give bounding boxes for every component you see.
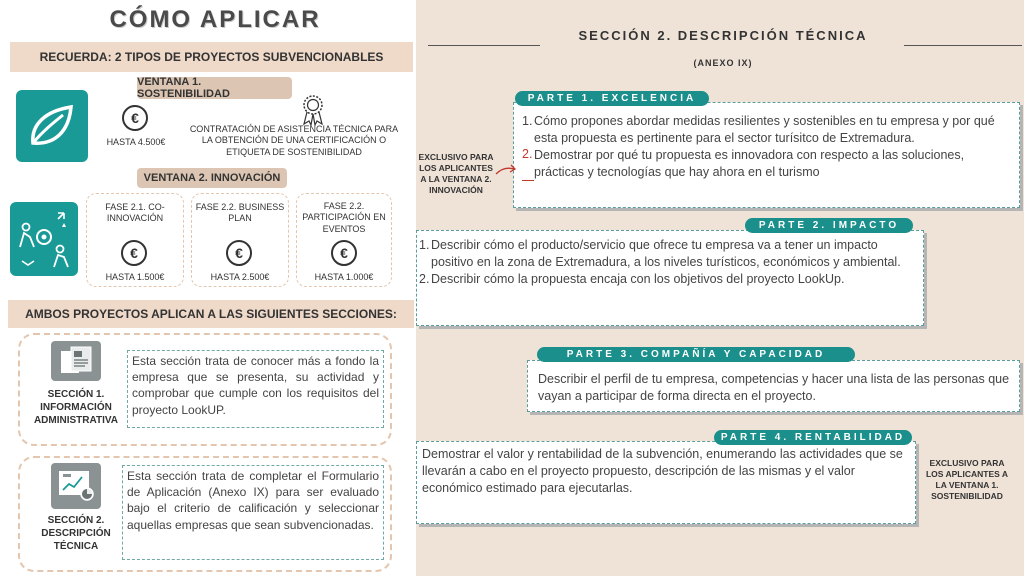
- page-title: CÓMO APLICAR: [109, 6, 321, 33]
- part1-card: [513, 102, 1020, 208]
- window2-title: VENTANA 2. INNOVACIÓN: [137, 168, 287, 188]
- section2-title: SECCIÓN 2. DESCRIPCIÓN TÉCNICA: [578, 28, 868, 43]
- section2-label: SECCIÓN 2. DESCRIPCIÓN TÉCNICA: [41, 515, 111, 552]
- list-item: [419, 237, 917, 271]
- part2-card: [416, 230, 924, 326]
- part2-tag: PARTE 2. IMPACTO: [745, 218, 913, 233]
- euro-icon: €: [122, 105, 148, 131]
- section1-label: SECCIÓN 1. INFORMACIÓN ADMINISTRATIVA: [33, 389, 119, 426]
- part3-tag: PARTE 3. COMPAÑÍA Y CAPACIDAD: [537, 347, 855, 362]
- phase-3-name: FASE 2.2. PARTICIPACIÓN EN EVENTOS: [302, 201, 386, 234]
- exclusive-window1-note: EXCLUSIVO PARA LOS APLICANTES A LA VENTANA 1. SOSTENIBILIDAD: [925, 458, 1008, 502]
- title-rule-left: [428, 45, 540, 46]
- part4-tag: PARTE 4. RENTABILIDAD: [714, 430, 912, 445]
- euro-icon: €: [121, 240, 147, 266]
- item-text: Describir cómo la propuesta encaja con los objetivos del proyecto LookUp.: [431, 271, 845, 286]
- section2-subtitle: (ANEXO IX): [693, 58, 753, 68]
- document-stack-icon: [51, 341, 101, 381]
- exclusive-window2-note: EXCLUSIVO PARA LOS APLICANTES A LA VENTANA 2. INNOVACIÓN: [418, 152, 494, 196]
- phase-2-name: FASE 2.2. BUSINESS PLAN: [195, 202, 285, 224]
- innovation-team-icon: [10, 202, 78, 276]
- phase-2-amount: HASTA 2.500€: [210, 272, 270, 282]
- item-number: 1.: [419, 238, 430, 252]
- part3-text: Describir el perfil de tu empresa, competencias y hacer una lista de las personas que vayan a participar de forma directa en el proyecto.: [538, 372, 1010, 403]
- list-item: [419, 271, 917, 288]
- part3-card: [527, 360, 1020, 412]
- phase-1-name: FASE 2.1. CO-INNOVACIÓN: [105, 202, 165, 224]
- section2-text: Esta sección trata de completar el Formulario de Aplicación (Anexo IX) para ser evaluado bajo el criterio de calificación y seleccionar aquellas empresas que sean subvencionadas.: [122, 465, 384, 560]
- item-text: Describir cómo el producto/servicio que ofrece tu empresa va a tener un impacto positivo en la zona de Extremadura, a los niveles turísticos, económicos y ambiental.: [431, 238, 901, 269]
- title-rule-right: [904, 45, 1022, 46]
- phase-1-amount: HASTA 1.500€: [105, 272, 165, 282]
- item-number: 1.: [522, 114, 533, 128]
- reminder-banner: RECUERDA: 2 TIPOS DE PROYECTOS SUBVENCIONABLES: [10, 42, 413, 72]
- window1-description: CONTRATACIÓN DE ASISTENCIA TÉCNICA PARA LA OBTENCIÓN DE UNA CERTIFICACIÓN O ETIQUETA DE SOSTENIBILIDAD: [189, 124, 399, 157]
- window1-amount: HASTA 4.500€: [106, 137, 166, 147]
- list-item: [522, 147, 1013, 181]
- item-number: 2.: [522, 147, 534, 181]
- both-projects-heading: AMBOS PROYECTOS APLICAN A LAS SIGUIENTES SECCIONES:: [8, 300, 414, 328]
- part4-card: [416, 441, 916, 524]
- item-text: Demostrar por qué tu propuesta es innovadora con respecto a las soluciones, prácticas y tecnologías que hay ahora en el turismo: [534, 147, 965, 179]
- arrow-icon: [494, 162, 518, 176]
- award-ribbon-icon: [300, 94, 326, 126]
- section1-text: Esta sección trata de conocer más a fondo la empresa que se presenta, su actividad y comprobar que cumple con los requisitos del proyecto LookUP.: [127, 350, 384, 428]
- analytics-report-icon: [51, 463, 101, 509]
- part4-text: Demostrar el valor y rentabilidad de la subvención, enumerando las actividades que se llevarán a cabo en el proyecto propuesto, descripción de las mismas y el valor económico estimado para ejecutarlas.: [422, 447, 903, 495]
- euro-icon: €: [226, 240, 252, 266]
- item-text: Cómo propones abordar medidas resilientes y sostenibles en tu empresa y por qué esta propuesta es pertinente para el sector turísitco de Extremadura.: [534, 114, 995, 145]
- window1-title: VENTANA 1. SOSTENIBILIDAD: [137, 77, 292, 99]
- list-item: [522, 113, 1013, 147]
- part1-tag: PARTE 1. EXCELENCIA: [515, 91, 709, 106]
- euro-icon: €: [331, 240, 357, 266]
- leaf-icon: [16, 90, 88, 162]
- phase-3-amount: HASTA 1.000€: [314, 272, 374, 282]
- item-number: 2.: [419, 271, 430, 286]
